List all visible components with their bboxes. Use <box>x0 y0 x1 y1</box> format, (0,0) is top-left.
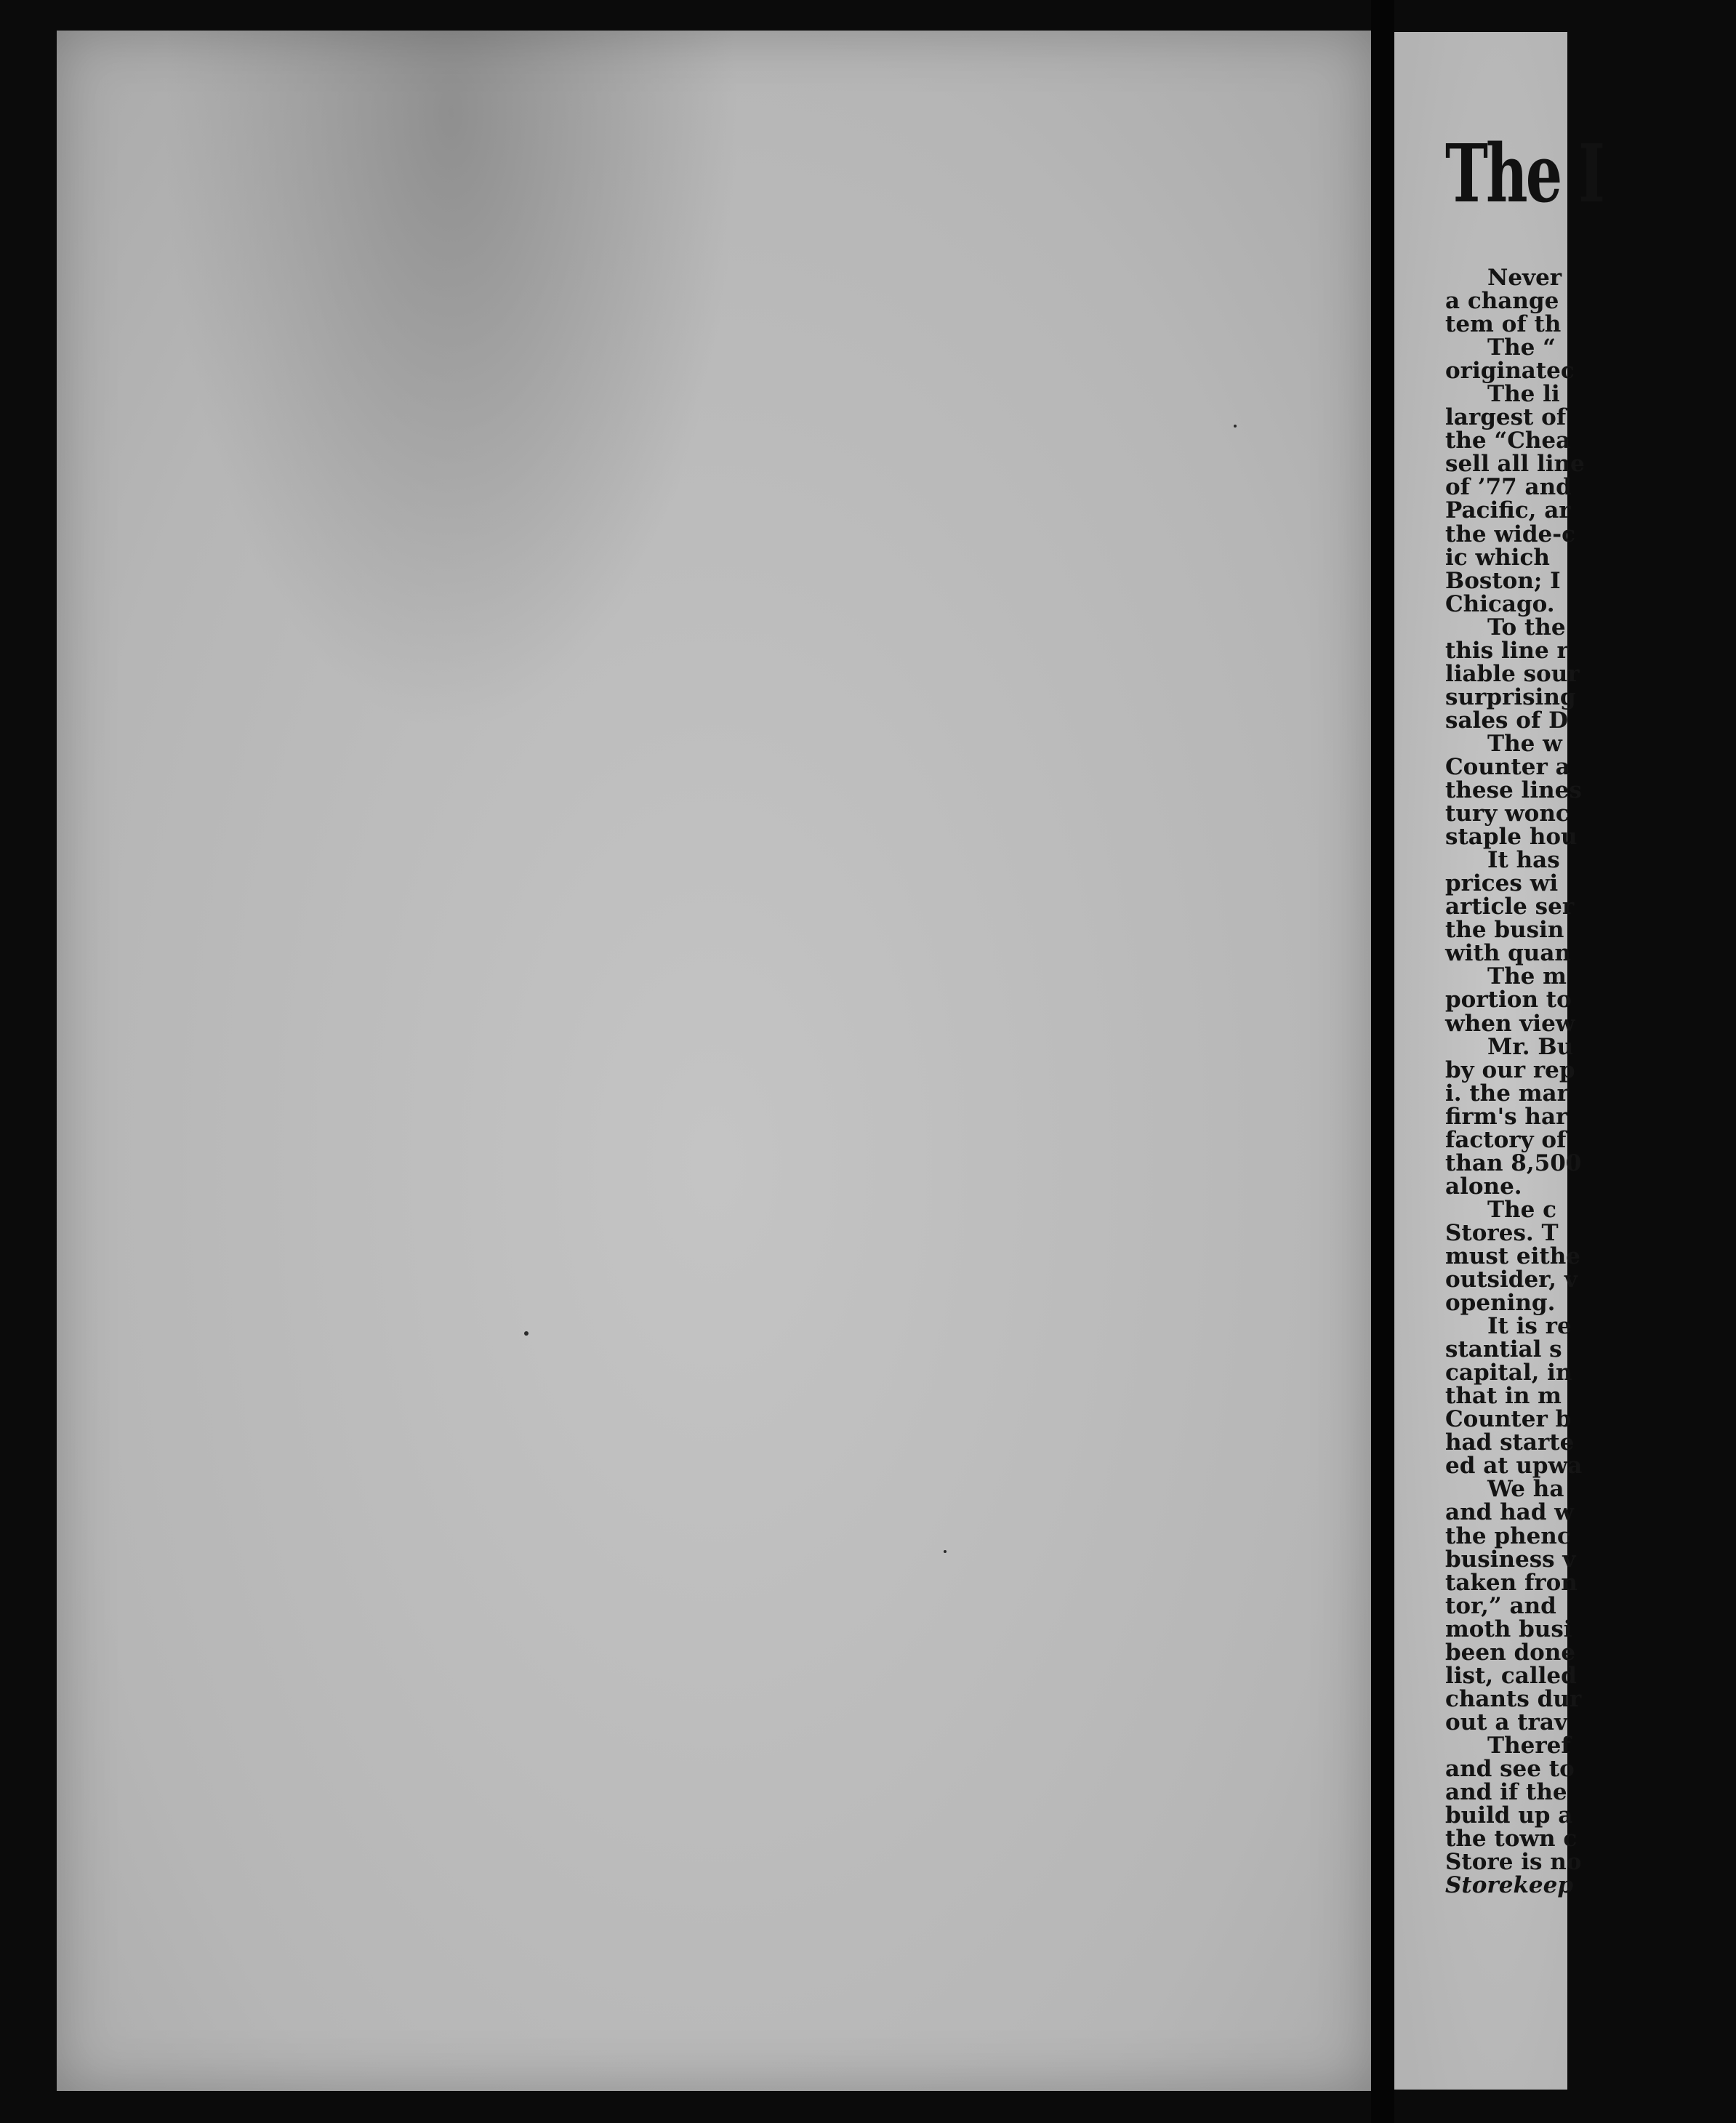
article-line: largest of <box>1445 404 1567 431</box>
article-line: The m <box>1487 963 1567 990</box>
page-gutter <box>1371 0 1394 2123</box>
article-line: Boston; I <box>1445 567 1561 594</box>
right-page-article <box>1394 32 1604 2090</box>
article-body <box>1445 266 1736 1897</box>
article-headline: The I <box>1445 127 1604 220</box>
article-line: chants dur <box>1445 1685 1582 1712</box>
article-line: Storekeep <box>1445 1872 1574 1899</box>
paper-speck <box>524 1331 529 1336</box>
article-line: firm's har <box>1445 1103 1568 1130</box>
article-line: Mr. Bu <box>1487 1033 1574 1060</box>
blank-left-page <box>57 31 1371 2091</box>
article-line: originatec <box>1445 358 1575 385</box>
article-line: taken fron <box>1445 1569 1578 1596</box>
article-line: tury wonc <box>1445 800 1570 827</box>
article-line: tem of th <box>1445 311 1562 338</box>
article-line: and had w <box>1445 1499 1574 1526</box>
article-line: business v <box>1445 1546 1576 1573</box>
article-line: sales of D <box>1445 707 1568 734</box>
article-line: of ’77 and <box>1445 474 1572 501</box>
article-line: when view <box>1445 1010 1575 1037</box>
article-line: and if the <box>1445 1779 1567 1806</box>
article-line: Stores. T <box>1445 1219 1559 1246</box>
article-line: these lines <box>1445 777 1582 804</box>
article-line: The “ <box>1487 334 1556 361</box>
article-line: Theref <box>1487 1732 1571 1759</box>
article-line: prices wi <box>1445 870 1559 897</box>
article-line: Never <box>1487 265 1562 291</box>
article-line: out a trav <box>1445 1709 1567 1735</box>
article-line: that in m <box>1445 1383 1562 1410</box>
article-line: It is re <box>1487 1313 1572 1340</box>
article-line: the town c <box>1445 1826 1578 1853</box>
article-line: and see to <box>1445 1756 1575 1782</box>
article-line: Chicago. <box>1445 590 1555 617</box>
article-line: outsider, v <box>1445 1267 1578 1293</box>
article-line: build up a <box>1445 1802 1573 1829</box>
article-line: factory of <box>1445 1126 1567 1153</box>
article-line: article ser <box>1445 894 1575 920</box>
article-line: the phenc <box>1445 1522 1571 1549</box>
article-line: the busin <box>1445 917 1564 944</box>
article-line: list, called <box>1445 1662 1577 1689</box>
article-line: sell all line <box>1445 451 1585 478</box>
article-line: Counter a <box>1445 753 1570 780</box>
article-line: with quan <box>1445 940 1571 967</box>
article-line: The li <box>1487 381 1560 408</box>
article-line: capital, in <box>1445 1360 1572 1386</box>
article-line: ic which <box>1445 544 1550 571</box>
article-line: the “Chea <box>1445 428 1571 454</box>
article-line: It has <box>1487 847 1560 874</box>
article-line: this line r <box>1445 637 1569 664</box>
article-line: by our rep <box>1445 1056 1575 1083</box>
article-line: Pacific, ar <box>1445 497 1571 524</box>
article-line: Store is no <box>1445 1849 1582 1876</box>
article-line: than 8,500 <box>1445 1149 1582 1176</box>
article-line: must eithe <box>1445 1243 1580 1269</box>
article-line: tor,” and <box>1445 1592 1556 1619</box>
article-line: moth busi <box>1445 1616 1572 1642</box>
article-line: portion to <box>1445 987 1572 1014</box>
article-line: stantial s <box>1445 1336 1562 1363</box>
paper-speck <box>1234 425 1237 428</box>
article-line: We ha <box>1487 1476 1564 1503</box>
article-line: alone. <box>1445 1173 1522 1200</box>
article-line: staple hou <box>1445 824 1578 851</box>
article-line: been done <box>1445 1639 1576 1666</box>
article-line: opening. <box>1445 1290 1556 1317</box>
article-line: a change <box>1445 288 1559 315</box>
paper-speck <box>944 1550 947 1553</box>
article-line: i. the mar <box>1445 1080 1569 1107</box>
article-line: To the <box>1487 614 1566 641</box>
article-line: liable sour <box>1445 660 1580 687</box>
article-line: The w <box>1487 730 1562 757</box>
article-line: ed at upwa <box>1445 1453 1583 1480</box>
article-line: surprising <box>1445 683 1576 710</box>
article-line: the wide-c <box>1445 521 1575 547</box>
article-line: had starte <box>1445 1429 1575 1456</box>
article-line: Counter b <box>1445 1406 1572 1433</box>
article-line: The c <box>1487 1196 1556 1223</box>
